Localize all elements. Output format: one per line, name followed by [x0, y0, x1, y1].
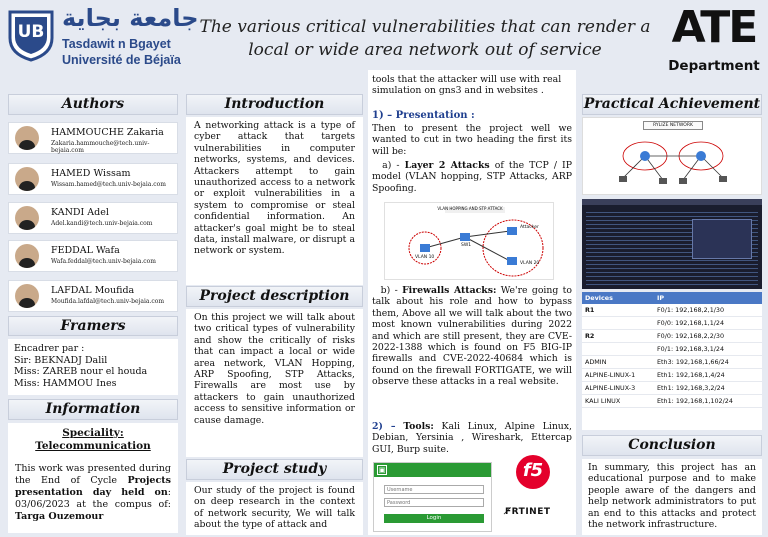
tools-title: Tools: — [403, 421, 434, 432]
f5-logo-text: f5 — [522, 460, 544, 481]
framers-intro: Encadrer par : — [14, 343, 85, 354]
university-name-line1: Tasdawit n Bgayet — [62, 37, 171, 51]
diagram-vlan-b: VLAN 20 — [520, 261, 540, 266]
table-row — [582, 343, 762, 356]
table-cell-ip: Eth1: 192,168,3,2/24 — [654, 382, 762, 395]
firewall-title: Firewalls Attacks: — [402, 285, 497, 296]
tools-text: Kali Linux, Alpine Linux, Debian, Yersinia , Wireshark, Ettercap GUI, Burp suite. — [372, 421, 572, 455]
terminal-screenshot — [582, 199, 762, 289]
information-p3: : 03/06/2023 at the compus of: — [15, 487, 171, 510]
author-photo — [15, 167, 39, 191]
layer2-paragraph — [372, 160, 572, 194]
study-continuation: tools that the attacker will use with real simulation on gns3 and in websites . — [372, 74, 562, 97]
information-p1: This work was presented during the End of Cycle — [15, 463, 171, 486]
terminal-window — [692, 219, 752, 259]
speciality-value: Telecommunication — [35, 440, 151, 452]
department-logo-text: ATE — [671, 2, 757, 53]
table-cell-ip: F0/1: 192,168,2,1/30 — [654, 304, 762, 317]
ip-table — [582, 292, 762, 408]
login-button[interactable]: Login — [384, 514, 484, 523]
project-study-text: Our study of the project is found on deep research in the context of network security, We will talk about the type of attack and — [194, 485, 355, 531]
university-logo-text: UB — [17, 22, 45, 42]
table-header-ip: IP — [654, 292, 762, 304]
practical-heading: Practical Achievement — [582, 94, 762, 115]
table-row — [582, 369, 762, 382]
table-cell-device: ALPINE-LINUX-3 — [582, 382, 654, 395]
table-cell-ip: Eth1: 192,168,1,102/24 — [654, 395, 762, 408]
layer2-text: of the TCP / IP model (VLAN hopping, STP Attacks, ARP Spoofing. — [372, 160, 572, 194]
author-email: Moufida.lafdal@tech.univ-bejaia.com — [51, 298, 165, 305]
author-name: HAMED Wissam — [51, 168, 131, 179]
university-name-line2: Université de Béjaïa — [62, 53, 181, 67]
layer2-label: a) - — [382, 160, 400, 171]
framer-line: Miss: HAMMOU Ines — [14, 377, 117, 389]
table-header-devices: Devices — [582, 292, 654, 304]
introduction-heading: Introduction — [186, 94, 363, 115]
department-logo — [664, 4, 764, 76]
table-row — [582, 356, 762, 369]
authors-heading: Authors — [8, 94, 178, 115]
vlan-diagram — [384, 202, 554, 280]
speciality-label: Speciality: — [62, 427, 124, 439]
login-header-bar — [374, 463, 491, 477]
framers-card — [8, 339, 178, 395]
author-photo — [15, 244, 39, 268]
table-cell-device: R2 — [582, 330, 654, 343]
firewall-text: We're going to talk about his role and how to bypass them, Above all we will talk about the two most known vulnerabilities during 2022 and which are still present, they are CVE-2022-1388 which is found on F5 BIG-IP firewalls and CVE-2022-40684 which is found on the firewall FORTIGATE, we will observe these attacks in a real website. — [372, 285, 572, 388]
tools-label: 2) – — [372, 421, 396, 432]
table-cell-device: KALI LINUX — [582, 395, 654, 408]
table-cell-ip: F0/0: 192,168,1,1/24 — [654, 317, 762, 330]
department-label: Department — [668, 58, 760, 74]
university-name-ar: جامعة بجاية — [62, 4, 199, 32]
author-card — [8, 163, 178, 195]
firewall-paragraph — [372, 285, 572, 388]
password-input[interactable] — [384, 498, 484, 507]
diagram-attacker: Attacker — [520, 225, 539, 230]
layer2-title: Layer 2 Attacks — [404, 160, 490, 171]
author-email: Wafa.feddal@tech.univ-bejaia.com — [51, 258, 156, 265]
table-cell-device: ALPINE-LINUX-1 — [582, 369, 654, 382]
table-cell-ip: Eth3: 192,168,1,66/24 — [654, 356, 762, 369]
table-cell-device: R1 — [582, 304, 654, 317]
framers-heading: Framers — [8, 316, 178, 336]
author-email: Zakaria.hammouche@tech.univ-bejaia.com — [51, 140, 150, 154]
information-p2: Projects presentation day held on — [15, 475, 171, 498]
poster-title: The various critical vulnerabilities that can render a local or wide area network out of service — [199, 17, 651, 60]
information-p4: Targa Ouzemour — [15, 511, 104, 522]
author-name: KANDI Adel — [51, 207, 109, 218]
project-description-text: On this project we will talk about two critical types of vulnerability and show the critically of risks that can impact a local or wide area network, VLAN Hopping, ARP Spoofing, STP Attacks, Firewalls are most use by attackers to gain unauthorized access to sensitive information or cause damage. — [194, 312, 355, 426]
terminal-toolbar — [582, 199, 762, 205]
author-name: FEDDAL Wafa — [51, 245, 120, 256]
project-study-card — [186, 482, 363, 535]
table-row — [582, 382, 762, 395]
author-photo — [15, 126, 39, 150]
diagram-switch: SW1 — [461, 243, 472, 248]
author-email: Adel.kandi@tech.univ-bejaia.com — [51, 220, 153, 227]
presentation-heading: 1) – Presentation : — [372, 110, 475, 121]
table-row — [582, 317, 762, 330]
table-cell-ip: Eth1: 192,168,1,4/24 — [654, 369, 762, 382]
framer-line: Sir: BEKNADJ Dalil — [14, 354, 108, 366]
firewall-label: b) - — [380, 285, 398, 296]
tools-paragraph — [372, 421, 572, 455]
author-photo — [15, 284, 39, 308]
information-text — [15, 463, 171, 523]
conclusion-card — [582, 459, 762, 535]
topology-image — [582, 117, 762, 195]
author-name: HAMMOUCHE Zakaria — [51, 127, 164, 138]
author-card — [8, 280, 178, 312]
f5-logo — [516, 455, 550, 489]
author-card — [8, 202, 178, 234]
table-row — [582, 395, 762, 408]
topology-title: RYLIZE NETWORK — [643, 121, 703, 130]
project-description-card — [186, 309, 363, 457]
project-study-heading: Project study — [186, 459, 363, 480]
diagram-title: VLAN HOPPING AND STP ATTACK — [437, 206, 503, 211]
table-row — [582, 304, 762, 317]
author-name: LAFDAL Moufida — [51, 285, 135, 296]
table-cell-device — [582, 343, 654, 356]
conclusion-text: In summary, this project has an educational purpose and to make people aware of the dangers and help network administrators to put an end to this attacks and protect the network infrastructure. — [588, 462, 756, 531]
f5-login-screenshot — [373, 462, 492, 532]
framer-line: Miss: ZAREB nour el houda — [14, 366, 148, 377]
author-email: Wissam.hamed@tech.univ-bejaia.com — [51, 181, 166, 188]
introduction-text: A networking attack is a type of cyber attack that targets vulnerabilities in computer networks, systems, and devices. Attackers attempt to gain unauthorized access to a network or exploit vulnerabilities in a system to compromise or steal confidential information. An attacker's goal might be to steal data, install malware, or disrupt a network or system. — [194, 120, 355, 257]
project-description-heading: Project description — [186, 286, 363, 307]
information-heading: Information — [8, 399, 178, 420]
table-row — [582, 330, 762, 343]
table-header-row — [582, 292, 762, 304]
table-cell-ip: F0/0: 192,168,2,2/30 — [654, 330, 762, 343]
table-cell-device: ADMIN — [582, 356, 654, 369]
university-logo — [6, 8, 56, 62]
login-logo-icon: ▣ — [378, 466, 386, 474]
fortinet-logo: F̸RTINET — [505, 507, 551, 517]
table-cell-device — [582, 317, 654, 330]
username-input[interactable] — [384, 485, 484, 494]
introduction-card — [186, 117, 363, 285]
author-card — [8, 122, 178, 154]
presentation-text: Then to present the project well we wanted to cut in two heading the first its will be: — [372, 123, 572, 157]
ip-table-card — [582, 292, 762, 430]
information-card — [8, 423, 178, 533]
conclusion-heading: Conclusion — [582, 435, 762, 456]
author-photo — [15, 206, 39, 230]
diagram-vlan-a: VLAN 10 — [415, 255, 435, 260]
table-cell-ip: F0/1: 192,168,3,1/24 — [654, 343, 762, 356]
author-card — [8, 240, 178, 272]
